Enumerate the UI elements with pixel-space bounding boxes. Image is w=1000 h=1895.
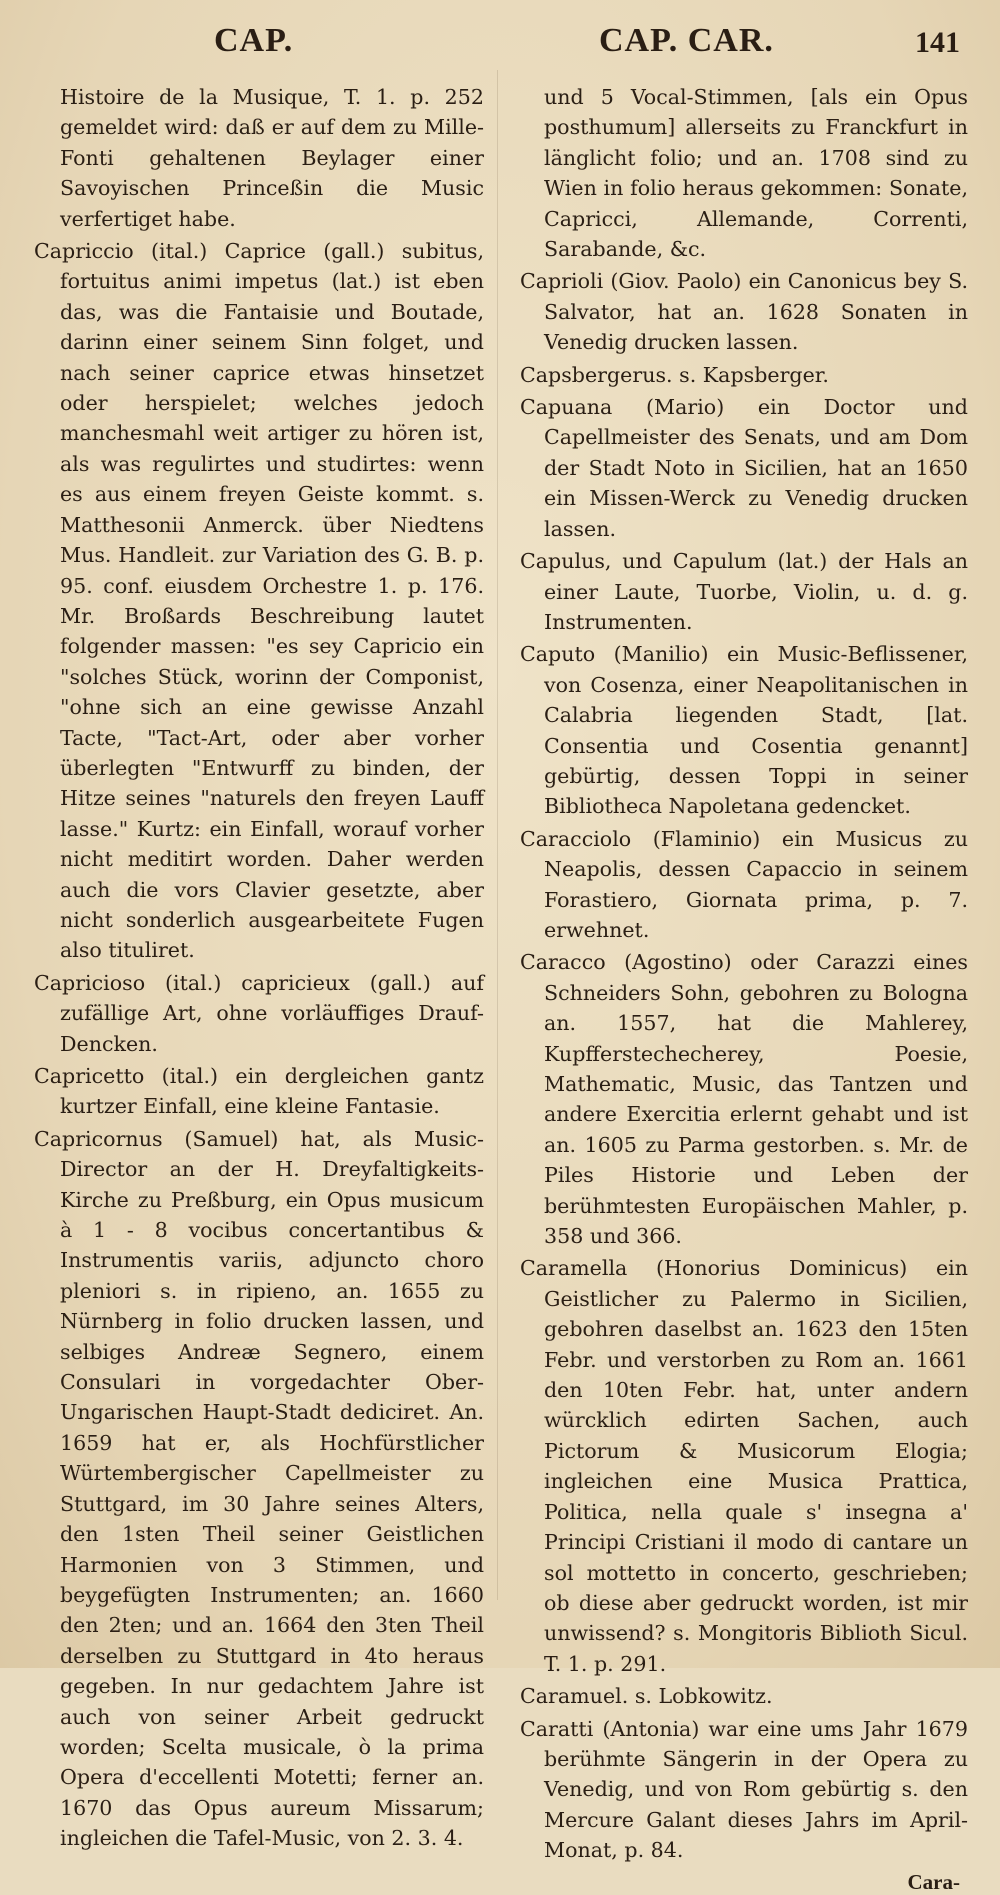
dictionary-entry: Capricetto (ital.) ein dergleichen gantz kurtzer Einfall, eine kleine Fantasie. (34, 1064, 484, 1119)
right-column (520, 82, 968, 1895)
dictionary-entry: Capulus, und Capulum (lat.) der Hals an einer Laute, Tuorbe, Violin, u. d. g. Instrumenten. (520, 549, 968, 634)
dictionary-entry: Caramuel. s. Lobkowitz. (520, 1684, 773, 1709)
column-gutter (497, 70, 498, 1600)
left-column (34, 82, 484, 1895)
dictionary-entry: Caprioli (Giov. Paolo) ein Canonicus bey S. Salvator, hat an. 1628 Sonaten in Venedig drucken lassen. (520, 269, 968, 355)
dictionary-entry: Capuana (Mario) ein Doctor und Capellmeister des Senats, und am Dom der Stadt Noto in Sicilien, hat an 1650 ein Missen-Werck zu Venedig drucken lassen. (520, 395, 968, 541)
dictionary-entry: Caputo (Manilio) ein Music-Beflissener, von Cosenza, einer Neapolitanischen in Calabria liegenden Stadt, [lat. Consentia und Cosentia genannt] gebürtig, dessen Toppi in seiner Bibliotheca Napoletana gedencket. (520, 642, 968, 819)
dictionary-entry: Histoire de la Musique, T. 1. p. 252 gemeldet wird: daß er auf dem zu Mille-Fonti gehaltenen Beylager einer Savoyischen Princeßin die Music verfertiget habe. (60, 85, 484, 231)
dictionary-entry: und 5 Vocal-Stimmen, [als ein Opus posthumum] allerseits zu Franckfurt in länglicht folio; und an. 1708 sind zu Wien in folio heraus gekommen: Sonate, Capricci, Allemande, Correnti, Sarabande, &c. (544, 85, 968, 262)
page-header (34, 22, 968, 74)
dictionary-entry: Caracciolo (Flaminio) ein Musicus zu Neapolis, dessen Capaccio in seinem Forastiero, Giornata prima, p. 7. erwehnet. (520, 826, 968, 942)
dictionary-entry: Capricornus (Samuel) hat, als Music-Director an der H. Dreyfaltigkeits-Kirche zu Preßburg, ein Opus musicum à 1 - 8 vocibus concertantibus & Instrumentis variis, adjuncto choro pleniori s. in ripieno, an. 1655 zu Nürnberg in folio drucken lassen, und selbiges Andreæ Segnero, einem Consulari in vorgedachter Ober-Ungarischen Haupt-Stadt dediciret. An. 1659 hat er, als Hochfürstlicher Würtembergischer Capellmeister zu Stuttgard, im 30 Jahre seines Alters, den 1sten Theil seiner Geistlichen Harmonien von 3 Stimmen, und beygefügten Instrumenten; an. 1660 den 2ten; und an. 1664 den 3ten Theil derselben zu Stuttgard in 4to heraus gegeben. In nur gedachtem Jahre ist auch von seiner Arbeit gedruckt worden; Scelta musicale, ò la prima Opera d'eccellenti Motetti; ferner an. 1670 das Opus aureum Missarum; ingleichen die Tafel-Music, von 2. 3. 4. (34, 1126, 484, 1851)
text-columns (34, 82, 968, 1895)
dictionary-entry: Caramella (Honorius Dominicus) ein Geistlicher zu Palermo in Sicilien, gebohren daselbst an. 1623 den 15ten Febr. und verstorben zu Rom an. 1661 den 10ten Febr. hat, unter andern würcklich edirten Sachen, auch Pictorum & Musicorum Elogia; ingleichen eine Musica Prattica, Politica, nella quale s' insegna a' Principi Cristiani il modo di cantare un sol mottetto in concerto, geschrieben; ob diese aber gedruckt worden, ist mir unwissend? s. Mongitoris Biblioth Sicul. T. 1. p. 291. (520, 1256, 968, 1676)
dictionary-entry: Capriccio (ital.) Caprice (gall.) subitus, fortuitus animi impetus (lat.) ist eben das, was die Fantaisie und Boutade, darinn einer seinem Sinn folget, und nach seiner caprice etwas hinsetzet oder herspielet; welches jedoch manchesmahl weit artiger zu hören ist, als was regulirtes und studirtes: wenn es aus einem freyen Geiste kommt. s. Matthesonii Anmerck. über Niedtens Mus. Handleit. zur Variation des G. B. p. 95. conf. eiusdem Orchestre 1. p. 176. Mr. Broßards Beschreibung lautet folgender massen: "es sey Capricio ein "solches Stück, worinn der Componist, "ohne sich an eine gewisse Anzahl Tacte, "Tact-Art, oder aber vorher überlegten "Entwurff zu binden, der Hitze seines "naturels den freyen Lauff lasse." Kurtz: ein Einfall, worauf vorher nicht meditirt worden. Daher werden auch die vors Clavier gesetzte, aber nicht sonderlich ausgearbeitete Fugen also tituliret. (34, 239, 484, 963)
page-number: 141 (915, 26, 960, 59)
catchword: Cara- (907, 1869, 960, 1894)
right-column-entries (520, 82, 968, 1866)
running-head-left: CAP. (214, 22, 294, 59)
running-head-right: CAP. CAR. (599, 22, 774, 59)
dictionary-entry: Caratti (Antonia) war eine ums Jahr 1679 berühmte Sängerin in der Opera zu Venedig, und von Rom gebürtig s. den Mercure Galant dieses Jahrs im April-Monat, p. 84. (520, 1716, 968, 1863)
dictionary-entry: Capricioso (ital.) capricieux (gall.) auf zufällige Art, ohne vorläuffiges Drauf-Dencken. (34, 970, 484, 1056)
dictionary-entry: Capsbergerus. s. Kapsberger. (520, 362, 829, 387)
dictionary-entry: Caracco (Agostino) oder Carazzi eines Schneiders Sohn, gebohren zu Bologna an. 1557, hat die Mahlerey, Kupfferstechecherey, Poesie, Mathematic, Music, das Tantzen und andere Exercitia erlernt gehabt und ist an. 1605 zu Parma gestorben. s. Mr. de Piles Historie und Leben der berühmtesten Europäischen Mahler, p. 358 und 366. (520, 950, 968, 1249)
